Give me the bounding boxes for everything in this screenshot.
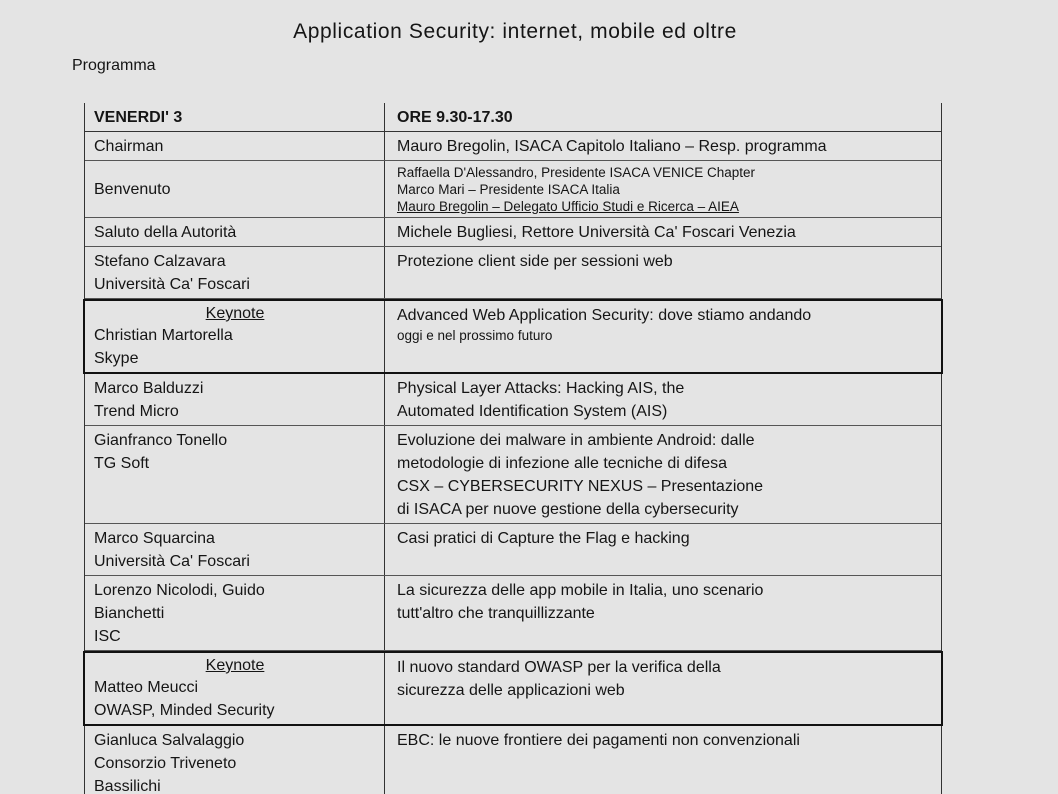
speaker-line: Marco Squarcina (94, 530, 215, 547)
talk-line: Michele Bugliesi, Rettore Università Ca' Foscari Venezia (397, 224, 796, 241)
talk-cell (385, 301, 941, 372)
talk-cell (385, 132, 941, 160)
talk-cell (385, 653, 941, 724)
agenda-row (85, 132, 941, 161)
talk-line: oggi e nel prossimo futuro (397, 328, 553, 343)
speaker-line: Università Ca' Foscari (94, 553, 250, 570)
speaker-line: Stefano Calzavara (94, 253, 226, 270)
speaker-line: Marco Balduzzi (94, 380, 204, 397)
speaker-line: Lorenzo Nicolodi, Guido (94, 582, 265, 599)
talk-line: di ISACA per nuove gestione della cybersecurity (397, 501, 739, 518)
speaker-line: Skype (94, 350, 139, 367)
speaker-line: OWASP, Minded Security (94, 702, 275, 719)
talk-line: Raffaella D'Alessandro, Presidente ISACA VENICE Chapter (397, 165, 756, 180)
talk-line: Casi pratici di Capture the Flag e hacking (397, 530, 690, 547)
speaker-cell (85, 653, 385, 724)
talk-cell (385, 726, 941, 794)
talk-cell (385, 161, 941, 217)
agenda-row (85, 524, 941, 576)
speaker-line: Consorzio Triveneto (94, 755, 237, 772)
talk-line: Mauro Bregolin, ISACA Capitolo Italiano – Resp. programma (397, 138, 827, 155)
talk-line: sicurezza delle applicazioni web (397, 682, 625, 699)
speaker-line: Benvenuto (94, 181, 171, 198)
speaker-cell (85, 374, 385, 425)
agenda-row (85, 161, 941, 218)
speaker-line: Trend Micro (94, 403, 179, 420)
document-title: Application Security: internet, mobile ed oltre (293, 20, 737, 43)
agenda-row (85, 726, 941, 794)
talk-cell (385, 218, 941, 246)
speaker-line: Matteo Meucci (94, 679, 199, 696)
agenda-hours: ORE 9.30-17.30 (397, 109, 513, 126)
talk-line: Protezione client side per sessioni web (397, 253, 673, 270)
speaker-line: Bianchetti (94, 605, 165, 622)
speaker-cell (85, 247, 385, 298)
talk-line: metodologie di infezione alle tecniche di difesa (397, 455, 727, 472)
speaker-cell (85, 161, 385, 217)
speaker-cell (85, 576, 385, 650)
talk-line: CSX – CYBERSECURITY NEXUS – Presentazione (397, 478, 764, 495)
agenda-keynote-row (83, 299, 943, 374)
talk-line: La sicurezza delle app mobile in Italia, uno scenario (397, 582, 764, 599)
speaker-cell (85, 426, 385, 523)
speaker-line: Università Ca' Foscari (94, 276, 250, 293)
talk-cell (385, 247, 941, 298)
talk-line: Marco Mari – Presidente ISACA Italia (397, 182, 620, 197)
agenda-row (85, 576, 941, 651)
speaker-line: Bassilichi (94, 778, 161, 794)
speaker-cell (85, 218, 385, 246)
talk-line: tutt'altro che tranquillizzante (397, 605, 595, 622)
agenda-heading-row (85, 103, 941, 132)
agenda-row (85, 218, 941, 247)
talk-cell (385, 576, 941, 650)
speaker-line: Chairman (94, 138, 164, 155)
talk-line: Il nuovo standard OWASP per la verifica della (397, 659, 721, 676)
speaker-line: Christian Martorella (94, 327, 233, 344)
speaker-line: TG Soft (94, 455, 150, 472)
document-subtitle: Programma (72, 57, 156, 74)
keynote-label: Keynote (205, 305, 265, 322)
talk-line: Automated Identification System (AIS) (397, 403, 668, 420)
speaker-line: ISC (94, 628, 121, 645)
speaker-cell (85, 726, 385, 794)
talk-line: Physical Layer Attacks: Hacking AIS, the (397, 380, 685, 397)
talk-line: EBC: le nuove frontiere dei pagamenti non convenzionali (397, 732, 800, 749)
keynote-label: Keynote (205, 657, 265, 674)
agenda-keynote-row (83, 651, 943, 726)
talk-line: Advanced Web Application Security: dove stiamo andando (397, 307, 812, 324)
agenda-row (85, 426, 941, 524)
talk-cell (385, 524, 941, 575)
speaker-line: Gianluca Salvalaggio (94, 732, 245, 749)
agenda-day: VENERDI' 3 (85, 103, 385, 131)
talk-line: Evoluzione dei malware in ambiente Android: dalle (397, 432, 755, 449)
speaker-cell (85, 301, 385, 372)
speaker-cell (85, 132, 385, 160)
talk-cell (385, 426, 941, 523)
speaker-line: Saluto della Autorità (94, 224, 237, 241)
agenda-table (84, 103, 942, 794)
talk-cell (385, 374, 941, 425)
speaker-line: Gianfranco Tonello (94, 432, 228, 449)
agenda-row (85, 247, 941, 299)
speaker-cell (85, 524, 385, 575)
talk-line: Mauro Bregolin – Delegato Ufficio Studi e Ricerca – AIEA (397, 199, 739, 214)
agenda-row (85, 374, 941, 426)
